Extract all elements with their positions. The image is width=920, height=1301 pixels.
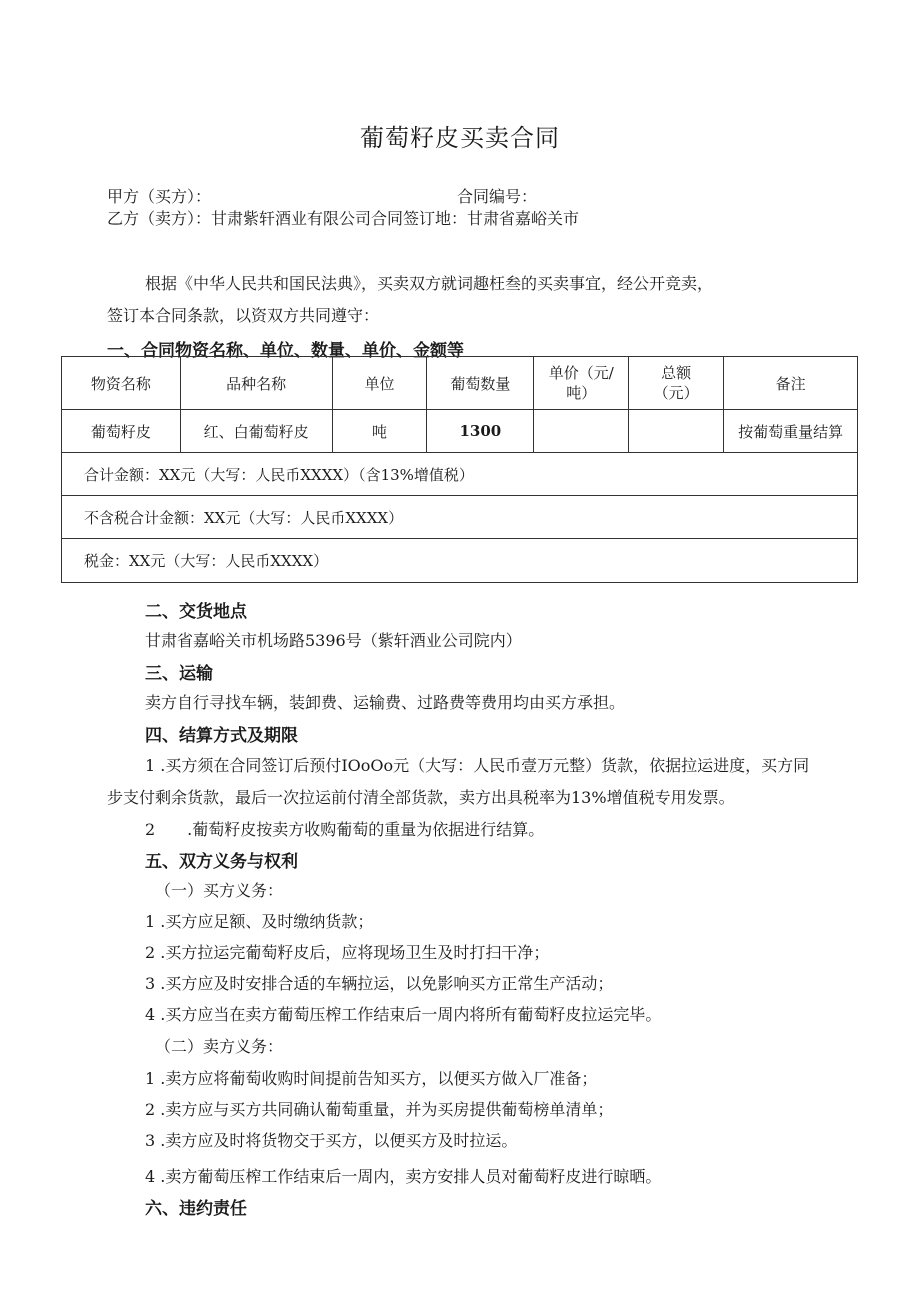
table-row [62,410,858,453]
seller-obligation-item: 3 .卖方应及时将货物交于买方，以便买方及时拉运。 [145,1131,518,1150]
section-5-heading: 五、双方义务与权利 [145,852,298,872]
cell-quantity: 1300 [427,410,534,453]
section-1-heading: 一、合同物资名称、单位、数量、单价、金额等 [107,341,464,361]
cell-unit-price [534,410,629,453]
cell-material-name: 葡萄籽皮 [62,410,181,453]
cell-remark: 按葡萄重量结算 [724,410,858,453]
table-row-total [62,453,858,496]
buyer-obligation-item: 4 .买方应当在卖方葡萄压榨工作结束后一周内将所有葡萄籽皮拉运完毕。 [145,1005,662,1024]
contract-number-label: 合同编号： [457,187,538,206]
buyer-label: 甲方（买方）： [107,187,212,206]
document-title: 葡萄籽皮买卖合同 [360,124,560,152]
cell-total [629,410,724,453]
section-6-heading: 六、违约责任 [145,1199,247,1219]
header-cell: 葡萄数量 [427,357,534,410]
goods-table [61,356,858,583]
settlement-item-1-line-1: 1 .买方须在合同签订后预付IOoOo元（大写：人民币壹万元整）货款，依据拉运进度，买方同 [145,756,810,775]
seller-obligation-item: 1 .卖方应将葡萄收购时间提前告知买方，以便买方做入厂准备； [145,1069,598,1088]
preamble-line-2: 签订本合同条款，以资双方共同遵守： [107,306,380,325]
tax-amount: 税金：XX元（大写：人民币XXXX） [62,539,858,583]
header-cell [534,357,629,410]
section-3-heading: 三、运输 [145,664,213,684]
table-header-row [62,357,858,410]
buyer-obligation-item: 2 .买方拉运完葡萄籽皮后，应将现场卫生及时打扫干净； [145,943,550,962]
header-cell: 品种名称 [180,357,332,410]
header-cell: 备注 [724,357,858,410]
header-cell: 单位 [332,357,427,410]
delivery-location: 甘肃省嘉峪关市机场路5396号（紫轩酒业公司院内） [145,631,522,650]
buyer-obligation-item: 1 .买方应足额、及时缴纳货款； [145,912,374,931]
header-cell: 物资名称 [62,357,181,410]
header-cell [629,357,724,410]
buyer-obligation-item: 3 .买方应及时安排合适的车辆拉运，以免影响买方正常生产活动； [145,974,614,993]
preamble-line-1: 根据《中华人民共和国民法典》，买卖双方就词趣枉叁的买卖事宜，经公开竞卖， [145,274,714,293]
table-row-total-ex-tax [62,496,858,539]
total-ex-tax-amount: 不含税合计金额：XX元（大写：人民币XXXX） [62,496,858,539]
buyer-obligations-heading: （一）买方义务： [155,881,284,900]
seller-line: 乙方（卖方）：甘肃紫轩酒业有限公司合同签订地：甘肃省嘉峪关市 [107,209,580,228]
unit-price-header: 单价（元/吨） [548,364,614,402]
cell-unit: 吨 [332,410,427,453]
seller-obligations-heading: （二）卖方义务： [155,1037,284,1056]
settlement-item-1-line-2: 步支付剩余货款，最后一次拉运前付清全部货款，卖方出具税率为13%增值税专用发票。 [107,788,735,807]
table-row-tax [62,539,858,583]
transport-text: 卖方自行寻找车辆，装卸费、运输费、过路费等费用均由买方承担。 [145,693,626,712]
section-4-heading: 四、结算方式及期限 [145,726,298,746]
cell-variety-name: 红、白葡萄籽皮 [180,410,332,453]
total-amount: 合计金额：XX元（大写：人民币XXXX）（含13%增值税） [62,453,858,496]
total-header: 总额（元） [653,364,699,402]
seller-obligation-item: 2 .卖方应与买方共同确认葡萄重量，并为买房提供葡萄榜单清单； [145,1100,614,1119]
settlement-item-2: 2 .葡萄籽皮按卖方收购葡萄的重量为依据进行结算。 [145,820,545,839]
seller-obligation-item: 4 .卖方葡萄压榨工作结束后一周内，卖方安排人员对葡萄籽皮进行晾晒。 [145,1167,662,1186]
section-2-heading: 二、交货地点 [145,602,247,622]
